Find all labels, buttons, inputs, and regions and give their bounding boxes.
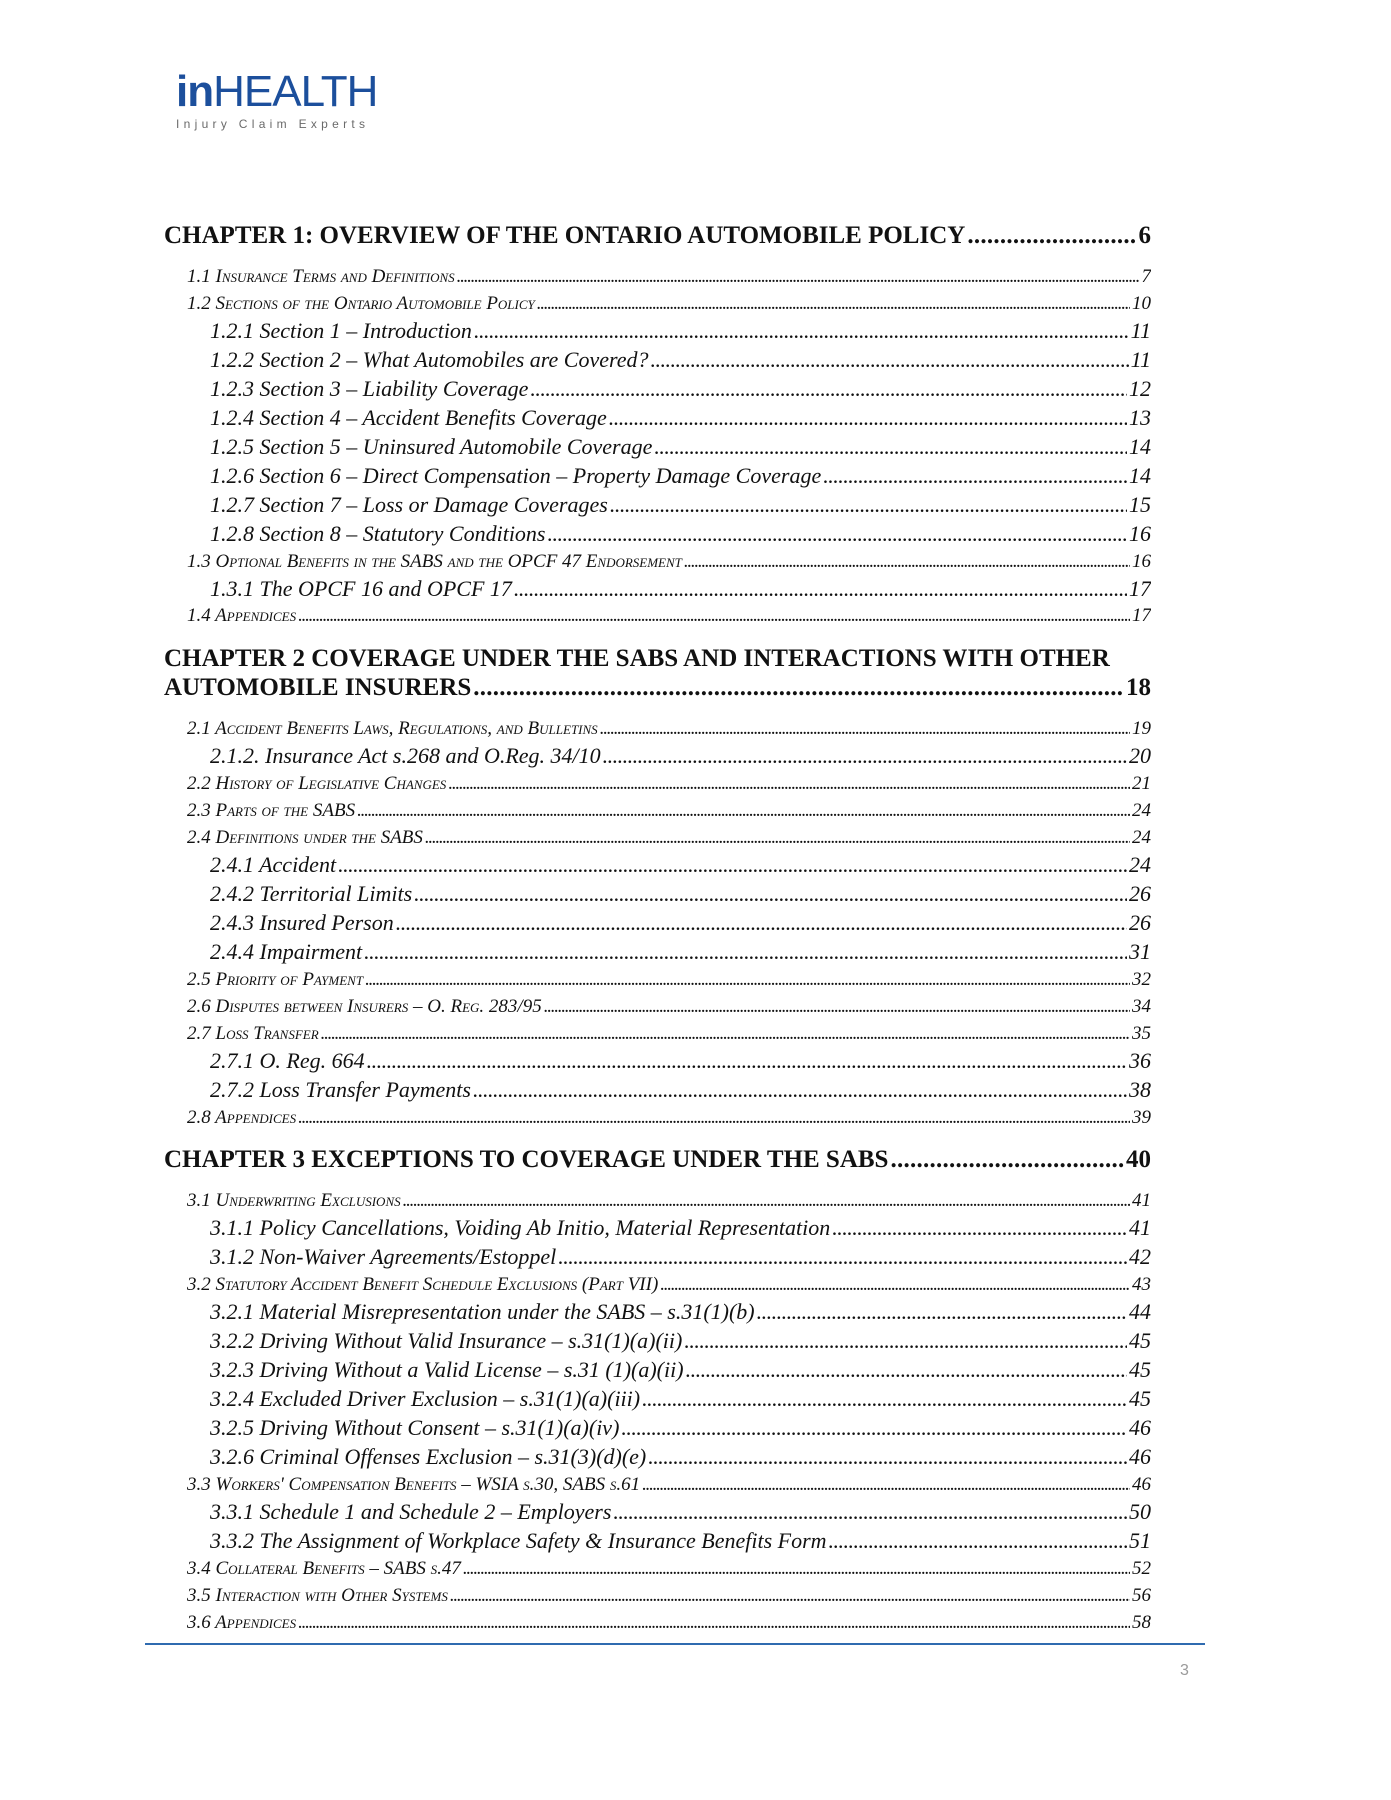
dot-leader	[473, 674, 1124, 702]
page-ref: 52	[1132, 1558, 1151, 1579]
toc-entry[interactable]: 1.2.6 Section 6 – Direct Compensation – Property Damage Coverage . . . 14	[210, 463, 1151, 489]
dot-leader	[473, 1077, 1127, 1103]
page-ref: 32	[1132, 969, 1151, 990]
toc-entry[interactable]: 1.2.7 Section 7 – Loss or Damage Coverages . . . 15	[210, 492, 1151, 518]
dot-leader	[530, 376, 1127, 402]
dot-leader	[642, 1474, 1130, 1496]
page-ref: 19	[1132, 718, 1151, 739]
dot-leader	[298, 1612, 1130, 1634]
toc-entry[interactable]: 2.7.1 O. Reg. 664 . . . 36	[210, 1048, 1151, 1074]
page-ref: 42	[1129, 1244, 1151, 1269]
toc-entry[interactable]: 3.2.2 Driving Without Valid Insurance – s.31(1)(a)(ii) . . . 45	[210, 1328, 1151, 1354]
toc-entry[interactable]: 2.4.1 Accident . . . 24	[210, 852, 1151, 878]
dot-leader	[338, 852, 1127, 878]
dot-leader	[357, 800, 1130, 822]
toc-entry[interactable]: 3.2 Statutory Accident Benefit Schedule Exclusions (Part VII) . . . 43	[187, 1274, 1151, 1296]
dot-leader	[414, 881, 1127, 907]
toc-entry[interactable]: 1.2.1 Section 1 – Introduction . . . 11	[210, 318, 1151, 344]
toc-entry[interactable]: 3.1.1 Policy Cancellations, Voiding Ab Initio, Material Representation . . . 41	[210, 1215, 1151, 1241]
toc-entry[interactable]: 1.2.3 Section 3 – Liability Coverage . . . 12	[210, 376, 1151, 402]
toc-entry[interactable]: 2.7.2 Loss Transfer Payments . . . 38	[210, 1077, 1151, 1103]
dot-leader	[298, 605, 1130, 627]
page-ref: 7	[1141, 266, 1151, 287]
toc-entry[interactable]: 2.1.2. Insurance Act s.268 and O.Reg. 34/10 . . . 20	[210, 743, 1151, 769]
page-ref: 26	[1129, 881, 1151, 906]
toc-entry[interactable]: 1.3.1 The OPCF 16 and OPCF 17 . . . 17	[210, 576, 1151, 602]
page-ref: 13	[1129, 405, 1151, 430]
dot-leader	[448, 773, 1130, 795]
dot-leader	[609, 405, 1127, 431]
page-ref: 46	[1129, 1444, 1151, 1469]
dot-leader	[686, 1357, 1127, 1383]
dot-leader	[832, 1215, 1127, 1241]
toc-chapter-2[interactable]: AUTOMOBILE INSURERS . . . 18	[164, 674, 1151, 702]
dot-leader	[425, 827, 1130, 849]
page-ref: 41	[1132, 1190, 1151, 1211]
dot-leader	[600, 718, 1130, 740]
toc-entry[interactable]: 3.2.3 Driving Without a Valid License – s.31 (1)(a)(ii) . . . 45	[210, 1357, 1151, 1383]
dot-leader	[660, 1274, 1130, 1296]
dot-leader	[548, 521, 1128, 547]
page-ref: 24	[1132, 827, 1151, 848]
dot-leader	[684, 1328, 1127, 1354]
page-ref: 16	[1129, 521, 1151, 546]
page-ref: 43	[1132, 1274, 1151, 1295]
page-ref: 31	[1129, 939, 1151, 964]
toc-entry[interactable]: 1.2.2 Section 2 – What Automobiles are Covered? . . . 11	[210, 347, 1151, 373]
toc-entry[interactable]: 3.4 Collateral Benefits – SABS s.47 . . . 52	[187, 1558, 1151, 1580]
page-ref: 6	[1138, 222, 1151, 249]
page-ref: 17	[1129, 576, 1151, 601]
dot-leader	[613, 1499, 1127, 1525]
page-ref: 14	[1129, 434, 1151, 459]
page-ref: 34	[1132, 996, 1151, 1017]
toc-entry[interactable]: 2.8 Appendices . . . 39	[187, 1107, 1151, 1129]
page-ref: 44	[1129, 1299, 1151, 1324]
page-ref: 50	[1129, 1499, 1151, 1524]
dot-leader	[621, 1415, 1127, 1441]
toc-entry[interactable]: 2.4.4 Impairment . . . 31	[210, 939, 1151, 965]
page-ref: 36	[1129, 1048, 1151, 1073]
dot-leader	[298, 1107, 1130, 1129]
page-ref: 18	[1126, 674, 1151, 701]
toc-chapter-1[interactable]: CHAPTER 1: OVERVIEW OF THE ONTARIO AUTOMOBILE POLICY . . . 6	[164, 222, 1151, 250]
page-ref: 10	[1132, 293, 1151, 314]
page-ref: 56	[1132, 1585, 1151, 1606]
dot-leader	[890, 1146, 1124, 1174]
toc-entry[interactable]: 3.2.5 Driving Without Consent – s.31(1)(a)(iv) . . . 46	[210, 1415, 1151, 1441]
toc-entry[interactable]: 3.2.6 Criminal Offenses Exclusion – s.31(3)(d)(e) . . . 46	[210, 1444, 1151, 1470]
dot-leader	[365, 969, 1130, 991]
dot-leader	[558, 1244, 1127, 1270]
page-ref: 24	[1132, 800, 1151, 821]
dot-leader	[603, 743, 1127, 769]
company-logo	[176, 67, 378, 131]
logo-wordmark: inHEALTH	[176, 67, 378, 116]
toc-entry[interactable]: 1.2.5 Section 5 – Uninsured Automobile Coverage . . . 14	[210, 434, 1151, 460]
dot-leader	[648, 1444, 1127, 1470]
page-ref: 46	[1129, 1415, 1151, 1440]
toc-entry[interactable]: 3.1 Underwriting Exclusions . . . 41	[187, 1190, 1151, 1212]
page-ref: 41	[1129, 1215, 1151, 1240]
dot-leader	[450, 1585, 1130, 1607]
dot-leader	[610, 492, 1127, 518]
page-ref: 26	[1129, 910, 1151, 935]
toc-entry[interactable]: 2.1 Accident Benefits Laws, Regulations, and Bulletins . . . 19	[187, 718, 1151, 740]
logo-tagline: Injury Claim Experts	[176, 117, 370, 131]
toc-entry[interactable]: 2.4.2 Territorial Limits . . . 26	[210, 881, 1151, 907]
toc-entry[interactable]: 3.3.2 The Assignment of Workplace Safety & Insurance Benefits Form . . . 51	[210, 1528, 1151, 1554]
toc-entry[interactable]: 3.6 Appendices . . . 58	[187, 1612, 1151, 1634]
page-ref: 46	[1132, 1474, 1151, 1495]
dot-leader	[514, 576, 1127, 602]
toc-entry[interactable]: 1.2.4 Section 4 – Accident Benefits Coverage . . . 13	[210, 405, 1151, 431]
dot-leader	[829, 1528, 1127, 1554]
toc-entry[interactable]: 2.6 Disputes between Insurers – O. Reg. 283/95 . . . 34	[187, 996, 1151, 1018]
page-ref: 11	[1130, 347, 1151, 372]
page-ref: 35	[1132, 1023, 1151, 1044]
dot-leader	[474, 318, 1129, 344]
dot-leader	[364, 939, 1127, 965]
dot-leader	[367, 1048, 1127, 1074]
page-ref: 14	[1129, 463, 1151, 488]
dot-leader	[651, 347, 1129, 373]
dot-leader	[537, 293, 1130, 315]
toc-entry[interactable]: 3.2.1 Material Misrepresentation under the SABS – s.31(1)(b) . . . 44	[210, 1299, 1151, 1325]
toc-chapter-2-line1[interactable]: CHAPTER 2 COVERAGE UNDER THE SABS AND INTERACTIONS WITH OTHER	[164, 645, 1110, 672]
dot-leader	[396, 910, 1127, 936]
dot-leader	[757, 1299, 1127, 1325]
page-ref: 11	[1130, 318, 1151, 343]
toc-entry[interactable]: 1.2.8 Section 8 – Statutory Conditions . . . 16	[210, 521, 1151, 547]
page-ref: 45	[1129, 1386, 1151, 1411]
dot-leader	[463, 1558, 1130, 1580]
page-ref: 16	[1132, 551, 1151, 572]
dot-leader	[642, 1386, 1127, 1412]
dot-leader	[967, 222, 1136, 250]
page-ref: 58	[1132, 1612, 1151, 1633]
toc-entry[interactable]: 3.5 Interaction with Other Systems . . . 56	[187, 1585, 1151, 1607]
toc-entry[interactable]: 3.3 Workers' Compensation Benefits – WSIA s.30, SABS s.61 . . . 46	[187, 1474, 1151, 1496]
toc-entry[interactable]: 2.4 Definitions under the SABS . . . 24	[187, 827, 1151, 849]
toc-entry[interactable]: 3.3.1 Schedule 1 and Schedule 2 – Employers . . . 50	[210, 1499, 1151, 1525]
page-ref: 51	[1129, 1528, 1151, 1553]
dot-leader	[544, 996, 1130, 1018]
toc-entry[interactable]: 1.2 Sections of the Ontario Automobile Policy . . . 10	[187, 293, 1151, 315]
page-ref: 12	[1129, 376, 1151, 401]
page-ref: 38	[1129, 1077, 1151, 1102]
toc-entry[interactable]: 3.2.4 Excluded Driver Exclusion – s.31(1)(a)(iii) . . . 45	[210, 1386, 1151, 1412]
page-ref: 21	[1132, 773, 1151, 794]
toc-entry[interactable]: 3.1.2 Non-Waiver Agreements/Estoppel . . . 42	[210, 1244, 1151, 1270]
toc-entry[interactable]: 2.7 Loss Transfer . . . 35	[187, 1023, 1151, 1045]
toc-entry[interactable]: 2.2 History of Legislative Changes . . . 21	[187, 773, 1151, 795]
toc-entry[interactable]: 2.3 Parts of the SABS . . . 24	[187, 800, 1151, 822]
toc-entry[interactable]: 2.4.3 Insured Person . . . 26	[210, 910, 1151, 936]
toc-entry[interactable]: 1.3 Optional Benefits in the SABS and the OPCF 47 Endorsement . . . 16	[187, 551, 1151, 573]
dot-leader	[654, 434, 1127, 460]
page-ref: 15	[1129, 492, 1151, 517]
toc-entry[interactable]: 1.4 Appendices . . . 17	[187, 605, 1151, 627]
dot-leader	[457, 266, 1140, 288]
dot-leader	[684, 551, 1130, 573]
footer-divider	[145, 1643, 1205, 1645]
page-ref: 20	[1129, 743, 1151, 768]
page-ref: 24	[1129, 852, 1151, 877]
page-ref: 45	[1129, 1357, 1151, 1382]
page-ref: 40	[1126, 1146, 1151, 1173]
toc-entry[interactable]: 1.1 Insurance Terms and Definitions . . . 7	[187, 266, 1151, 288]
page-number: 3	[1180, 1662, 1189, 1679]
dot-leader	[321, 1023, 1130, 1045]
dot-leader	[823, 463, 1127, 489]
toc-chapter-3[interactable]: CHAPTER 3 EXCEPTIONS TO COVERAGE UNDER THE SABS . . . 40	[164, 1146, 1151, 1174]
page-ref: 45	[1129, 1328, 1151, 1353]
page-ref: 17	[1132, 605, 1151, 626]
page-ref: 39	[1132, 1107, 1151, 1128]
toc-entry[interactable]: 2.5 Priority of Payment . . . 32	[187, 969, 1151, 991]
dot-leader	[403, 1190, 1130, 1212]
